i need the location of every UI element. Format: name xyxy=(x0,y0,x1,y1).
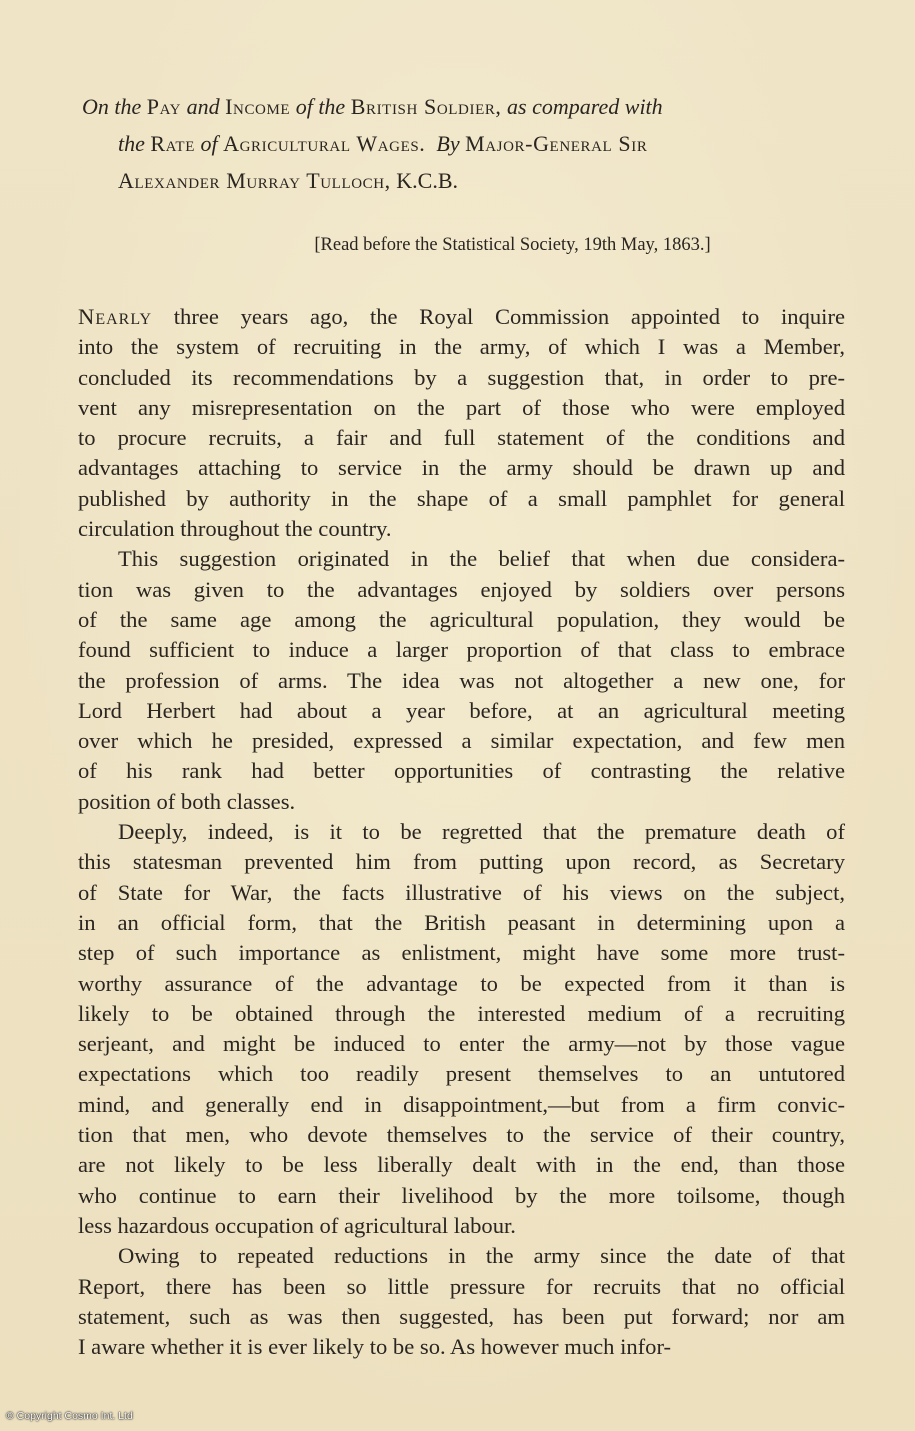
article-title xyxy=(82,88,852,199)
line-text: tion that men, who devote themselves to the service of their country, xyxy=(78,1122,845,1148)
read-note: [Read before the Statistical Society, 19th May, 1863.] xyxy=(314,235,711,255)
line-text: mind, and generally end in disappointment,—but from a firm convic- xyxy=(78,1091,845,1117)
title-fragment: the xyxy=(118,131,145,156)
text-line xyxy=(78,1211,845,1241)
text-line xyxy=(78,969,845,999)
text-line xyxy=(78,756,845,786)
copyright-watermark: © Copyright Cosmo Int. Ltd xyxy=(6,1410,133,1422)
line-text: Deeply, indeed, is it to be regretted that the premature death of xyxy=(118,819,845,845)
title-fragment: On the xyxy=(82,94,142,119)
title-fragment: Major-General Sir xyxy=(465,131,648,156)
line-text: Report, there has been so little pressure for recruits that no official xyxy=(78,1273,845,1299)
text-line xyxy=(78,544,845,574)
text-line xyxy=(78,878,845,908)
text-line xyxy=(78,1332,845,1362)
title-line-3 xyxy=(82,162,852,199)
line-text: of State for War, the facts illustrative of his views on the subject, xyxy=(78,879,845,905)
text-line xyxy=(78,1272,845,1302)
text-line xyxy=(78,847,845,877)
lead-word: Nearly xyxy=(78,304,153,329)
text-line xyxy=(78,484,845,514)
line-text: Lord Herbert had about a year before, at an agricultural meeting xyxy=(78,697,845,723)
title-fragment: Rate xyxy=(150,131,195,156)
line-text: This suggestion originated in the belief that when due considera- xyxy=(118,546,845,572)
line-text: are not likely to be less liberally dealt with in the end, than those xyxy=(78,1152,845,1178)
title-fragment: K.C.B. xyxy=(396,168,459,193)
text-line xyxy=(78,575,845,605)
line-text: to procure recruits, a fair and full statement of the conditions and xyxy=(78,425,845,451)
text-line xyxy=(78,1120,845,1150)
text-line xyxy=(78,1181,845,1211)
text-line xyxy=(78,938,845,968)
title-fragment: Income xyxy=(225,94,291,119)
title-line-2 xyxy=(82,125,852,162)
line-text: circulation throughout the country. xyxy=(78,516,392,542)
line-text: of the same age among the agricultural population, they would be xyxy=(78,606,845,632)
title-fragment: Alexander Murray Tulloch, xyxy=(118,168,391,193)
line-text: likely to be obtained through the interested medium of a recruiting xyxy=(78,1000,845,1026)
title-fragment: Agricultural Wages. xyxy=(223,131,426,156)
title-fragment: and xyxy=(186,94,220,119)
text-line xyxy=(78,1059,845,1089)
line-text: the profession of arms. The idea was not altogether a new one, for xyxy=(78,667,845,693)
line-text: of his rank had better opportunities of contrasting the relative xyxy=(78,758,845,784)
line-text: step of such importance as enlistment, might have some more trust- xyxy=(78,940,845,966)
title-fragment: By xyxy=(436,131,460,156)
line-text: advantages attaching to service in the army should be drawn up and xyxy=(78,455,845,481)
title-fragment: British Soldier, xyxy=(350,94,502,119)
line-text: this statesman prevented him from putting upon record, as Secretary xyxy=(78,849,845,875)
text-line xyxy=(78,514,845,544)
text-line xyxy=(78,605,845,635)
title-fragment: of the xyxy=(295,94,346,119)
text-line xyxy=(78,726,845,756)
text-line xyxy=(78,1150,845,1180)
line-text: published by authority in the shape of a small pamphlet for general xyxy=(78,485,845,511)
line-text: who continue to earn their livelihood by the more toilsome, though xyxy=(78,1182,845,1208)
line-text: found sufficient to induce a larger proportion of that class to embrace xyxy=(78,637,845,663)
line-text: serjeant, and might be induced to enter the army—not by those vague xyxy=(78,1031,845,1057)
text-line xyxy=(78,363,845,393)
text-line xyxy=(78,1090,845,1120)
text-line xyxy=(78,817,845,847)
line-text: expectations which too readily present themselves to an untutored xyxy=(78,1061,845,1087)
line-text: three years ago, the Royal Commission appointed to inquire xyxy=(173,304,845,329)
text-line xyxy=(78,787,845,817)
text-line xyxy=(78,423,845,453)
text-line xyxy=(78,635,845,665)
line-text: in an official form, that the British peasant in determining upon a xyxy=(78,909,845,935)
text-line xyxy=(78,1302,845,1332)
text-line xyxy=(78,453,845,483)
text-line xyxy=(78,908,845,938)
text-line xyxy=(78,666,845,696)
line-text: worthy assurance of the advantage to be expected from it than is xyxy=(78,970,845,996)
line-text: I aware whether it is ever likely to be so. As however much infor- xyxy=(78,1334,672,1360)
line-text: statement, such as was then suggested, has been put forward; nor am xyxy=(78,1303,845,1329)
text-line xyxy=(78,1241,845,1271)
line-text: less hazardous occupation of agricultural labour. xyxy=(78,1212,516,1238)
title-fragment: as compared with xyxy=(507,94,663,119)
text-line xyxy=(78,332,845,362)
line-text: vent any misrepresentation on the part of those who were employed xyxy=(78,394,845,420)
text-line xyxy=(78,302,845,332)
text-line xyxy=(78,696,845,726)
line-text: over which he presided, expressed a similar expectation, and few men xyxy=(78,728,845,754)
line-text: tion was given to the advantages enjoyed by soldiers over persons xyxy=(78,576,845,602)
line-text: concluded its recommendations by a suggestion that, in order to pre- xyxy=(78,364,845,390)
text-line xyxy=(78,1029,845,1059)
line-text: position of both classes. xyxy=(78,788,296,814)
line-text: into the system of recruiting in the army, of which I was a Member, xyxy=(78,334,845,360)
text-line xyxy=(78,393,845,423)
title-fragment: of xyxy=(200,131,218,156)
text-line xyxy=(78,999,845,1029)
article-body xyxy=(78,302,845,1362)
title-fragment: Pay xyxy=(146,94,182,119)
line-text: Owing to repeated reductions in the army since the date of that xyxy=(118,1243,845,1269)
title-line-1 xyxy=(82,88,852,125)
